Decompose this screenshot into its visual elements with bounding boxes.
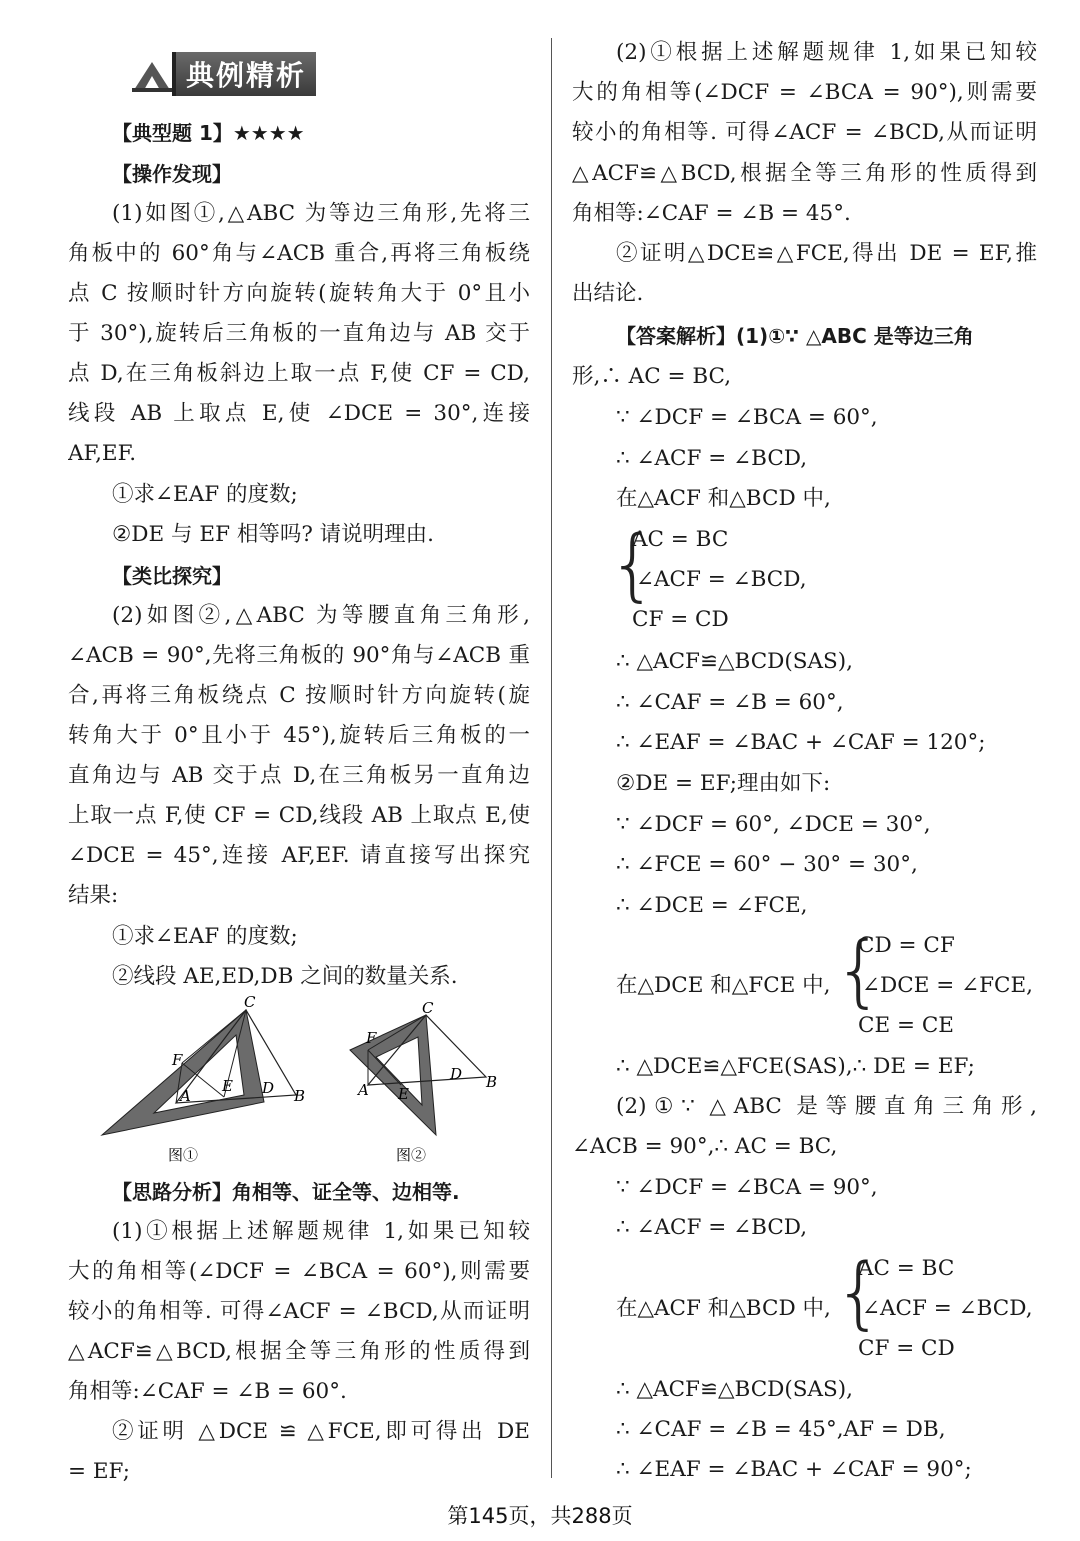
proof-line: ∠ACB = 90°,∴ AC = BC, (572, 1134, 838, 1159)
text-line: (2)如图②,△ABC 为等腰直角三角形, (112, 603, 530, 628)
label-F: F (366, 1029, 377, 1047)
proof-line: 在△DCE 和△FCE 中, (616, 973, 831, 998)
text-line: ∠ACB = 90°,先将三角板的 90°角与∠ACB 重 (68, 643, 530, 668)
question-1: ①求∠EAF 的度数; (112, 482, 298, 507)
condition-line: ∠ACF = ∠BCD, (862, 1296, 1033, 1321)
proof-line: ∴ ∠CAF = ∠B = 60°, (616, 690, 844, 715)
caption-figure-1: 图① (168, 1146, 199, 1164)
text-line: 直角边与 AB 交于点 D,在三角板另一直角边 (68, 763, 530, 788)
text-line: 结果: (68, 883, 119, 908)
brace: { (834, 926, 884, 1016)
text-line: △ACF≌△BCD,根据全等三角形的性质得到 (572, 161, 1037, 186)
proof-line: ∵ ∠DCF = ∠BCA = 90°, (616, 1175, 878, 1200)
section-label: 【类比探究】 (112, 564, 232, 588)
question-2: ②线段 AE,ED,DB 之间的数量关系. (112, 964, 458, 989)
label-B: B (294, 1087, 306, 1105)
text-line: 较小的角相等. 可得∠ACF = ∠BCD,从而证明 (68, 1299, 530, 1324)
text-line: 较小的角相等. 可得∠ACF = ∠BCD,从而证明 (572, 120, 1037, 145)
proof-line: ∴ ∠EAF = ∠BAC + ∠CAF = 120°; (616, 730, 986, 755)
caption-figure-2: 图② (396, 1146, 427, 1164)
text-line: 大的角相等(∠DCF = ∠BCA = 90°),则需要 (572, 80, 1037, 105)
text-line: (2)①根据上述解题规律 1,如果已知较 (616, 40, 1037, 65)
text-line: 形,∴ AC = BC, (572, 364, 732, 389)
proof-line: ∴ ∠FCE = 60° − 30° = 30°, (616, 852, 918, 877)
label-B: B (486, 1073, 498, 1091)
proof-line: ∴ ∠DCE = ∠FCE, (616, 893, 808, 918)
page-footer: 第145页，共288页 (447, 1504, 633, 1528)
proof-line: ∴ △DCE≌△FCE(SAS),∴ DE = EF; (616, 1054, 975, 1079)
text-line: 上取一点 F,使 CF = CD,线段 AB 上取点 E,使 (68, 803, 530, 828)
proof-line: ∴ ∠ACF = ∠BCD, (616, 446, 808, 471)
answer-header: 【答案解析】(1)①∵ △ABC 是等边三角 (616, 324, 974, 348)
condition-line: AC = BC (858, 1256, 955, 1281)
proof-line: ∵ ∠DCF = 60°, ∠DCE = 30°, (616, 812, 931, 837)
brace: { (834, 1248, 884, 1338)
condition-line: CD = CF (858, 933, 955, 958)
text-line: 角相等:∠CAF = ∠B = 45°. (572, 201, 851, 226)
condition-line: AC = BC (632, 527, 729, 552)
text-line: 线段 AB 上取点 E,使 ∠DCE = 30°,连接 (68, 401, 530, 426)
label-E: E (222, 1077, 233, 1095)
label-F: F (172, 1051, 183, 1069)
title-text: 典例精析 (172, 52, 316, 96)
proof-line: ②DE = EF;理由如下: (616, 771, 831, 796)
proof-line: ∴ ∠CAF = ∠B = 45°,AF = DB, (616, 1417, 946, 1442)
problem-header: 【典型题 1】★★★★ (112, 121, 305, 145)
section-label: 【操作发现】 (112, 162, 232, 186)
condition-line: CE = CE (858, 1013, 954, 1038)
proof-line: ∴ △ACF≌△BCD(SAS), (616, 649, 853, 674)
proof-line: 在△ACF 和△BCD 中, (616, 486, 831, 511)
text-line: 点 D,在三角板斜边上取一点 F,使 CF = CD, (68, 361, 530, 386)
text-line: AF,EF. (68, 441, 137, 466)
condition-line: ∠ACF = ∠BCD, (636, 567, 807, 592)
proof-line: ∴ ∠EAF = ∠BAC + ∠CAF = 90°; (616, 1457, 972, 1482)
proof-line: ∴ △ACF≌△BCD(SAS), (616, 1377, 853, 1402)
proof-line: (2)①∵ △ABC 是等腰直角三角形, (616, 1094, 1037, 1119)
condition-line: ∠DCE = ∠FCE, (862, 973, 1033, 998)
condition-line: CF = CD (858, 1336, 955, 1361)
label-A: A (180, 1087, 191, 1105)
text-line: = EF; (68, 1459, 130, 1484)
mountain-icon (132, 56, 172, 92)
text-line: ②证明△DCE≌△FCE,得出 DE = EF,推 (616, 241, 1037, 266)
proof-line: 在△ACF 和△BCD 中, (616, 1296, 831, 1321)
proof-line: ∴ ∠ACF = ∠BCD, (616, 1215, 808, 1240)
text-line: 角相等:∠CAF = ∠B = 60°. (68, 1379, 347, 1404)
column-divider (551, 38, 552, 1478)
text-line: 点 C 按顺时针方向旋转(旋转角大于 0°且小 (68, 281, 530, 306)
text-line: (1)如图①,△ABC 为等边三角形,先将三 (112, 201, 530, 226)
analysis-header: 【思路分析】角相等、证全等、边相等. (112, 1180, 460, 1204)
text-line: 角板中的 60°角与∠ACB 重合,再将三角板绕 (68, 241, 530, 266)
brace: { (608, 520, 658, 610)
label-C: C (422, 999, 434, 1017)
label-D: D (450, 1065, 463, 1083)
label-D: D (262, 1079, 275, 1097)
section-title (132, 52, 316, 96)
geometry-figures (96, 995, 516, 1165)
text-line: △ACF≌△BCD,根据全等三角形的性质得到 (68, 1339, 530, 1364)
condition-line: CF = CD (632, 607, 729, 632)
proof-line: ∵ ∠DCF = ∠BCA = 60°, (616, 405, 878, 430)
text-line: 出结论. (572, 281, 644, 306)
label-A: A (358, 1081, 369, 1099)
text-line: ∠DCE = 45°,连接 AF,EF. 请直接写出探究 (68, 843, 530, 868)
figure-1 (102, 995, 305, 1164)
text-line: ②证明 △DCE ≌ △FCE,即可得出 DE (112, 1419, 530, 1444)
text-line: 大的角相等(∠DCF = ∠BCA = 60°),则需要 (68, 1259, 530, 1284)
label-C: C (244, 995, 256, 1011)
question-1: ①求∠EAF 的度数; (112, 924, 298, 949)
text-line: 于 30°),旋转后三角板的一直角边与 AB 交于 (68, 321, 530, 346)
figure-2 (350, 999, 497, 1164)
question-2: ②DE 与 EF 相等吗? 请说明理由. (112, 522, 435, 547)
label-E: E (398, 1085, 409, 1103)
text-line: 转角大于 0°且小于 45°),旋转后三角板的一 (68, 723, 530, 748)
text-line: 合,再将三角板绕点 C 按顺时针方向旋转(旋 (68, 683, 530, 708)
text-line: (1)①根据上述解题规律 1,如果已知较 (112, 1219, 530, 1244)
